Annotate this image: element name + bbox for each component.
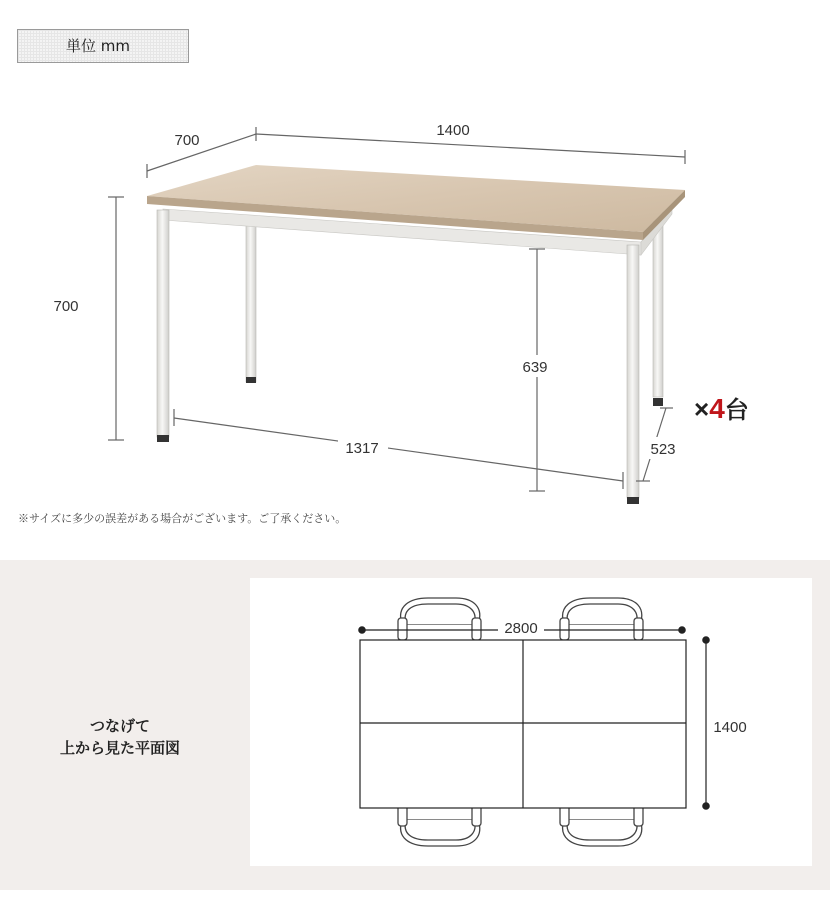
quantity-label: ×4台 — [694, 393, 749, 424]
plan-caption-line1: つなげて — [89, 717, 150, 735]
quantity-number: 4 — [709, 393, 725, 424]
back-left-foot — [246, 377, 256, 383]
unit-label: 単位 mm — [17, 29, 189, 63]
front-left-leg — [157, 210, 169, 437]
inner-width-dim-line — [174, 418, 623, 481]
inner-height-label: 639 — [522, 359, 548, 376]
plan-total-depth-label: 1400 — [713, 719, 747, 736]
inner-width-label: 1317 — [345, 440, 379, 457]
front-left-foot — [157, 435, 169, 442]
inner-depth-label: 523 — [650, 441, 676, 458]
plan-depth-dim — [703, 637, 709, 809]
plan-tables — [360, 640, 686, 808]
plan-view-card — [250, 578, 812, 866]
table-illustration — [147, 165, 685, 504]
size-tolerance-note: ※サイズに多少の誤差がある場合がございます。ご了承ください。 — [18, 512, 347, 525]
chair-bottom-right-icon — [560, 804, 643, 846]
back-right-foot — [653, 398, 663, 406]
height-label: 700 — [53, 298, 79, 315]
plan-total-width-label: 2800 — [504, 620, 538, 637]
plan-view-diagram — [250, 578, 812, 866]
width-label: 1400 — [436, 122, 470, 139]
front-right-leg — [627, 245, 639, 498]
front-right-foot — [627, 497, 639, 504]
back-left-leg — [246, 220, 256, 382]
depth-dim-line — [147, 134, 256, 171]
plan-caption-line2: 上から見た平面図 — [59, 739, 180, 757]
chair-top-left-icon — [398, 598, 481, 640]
plan-caption — [30, 715, 210, 759]
chair-bottom-left-icon — [398, 804, 481, 846]
chair-top-right-icon — [560, 598, 643, 640]
depth-label: 700 — [174, 132, 200, 149]
